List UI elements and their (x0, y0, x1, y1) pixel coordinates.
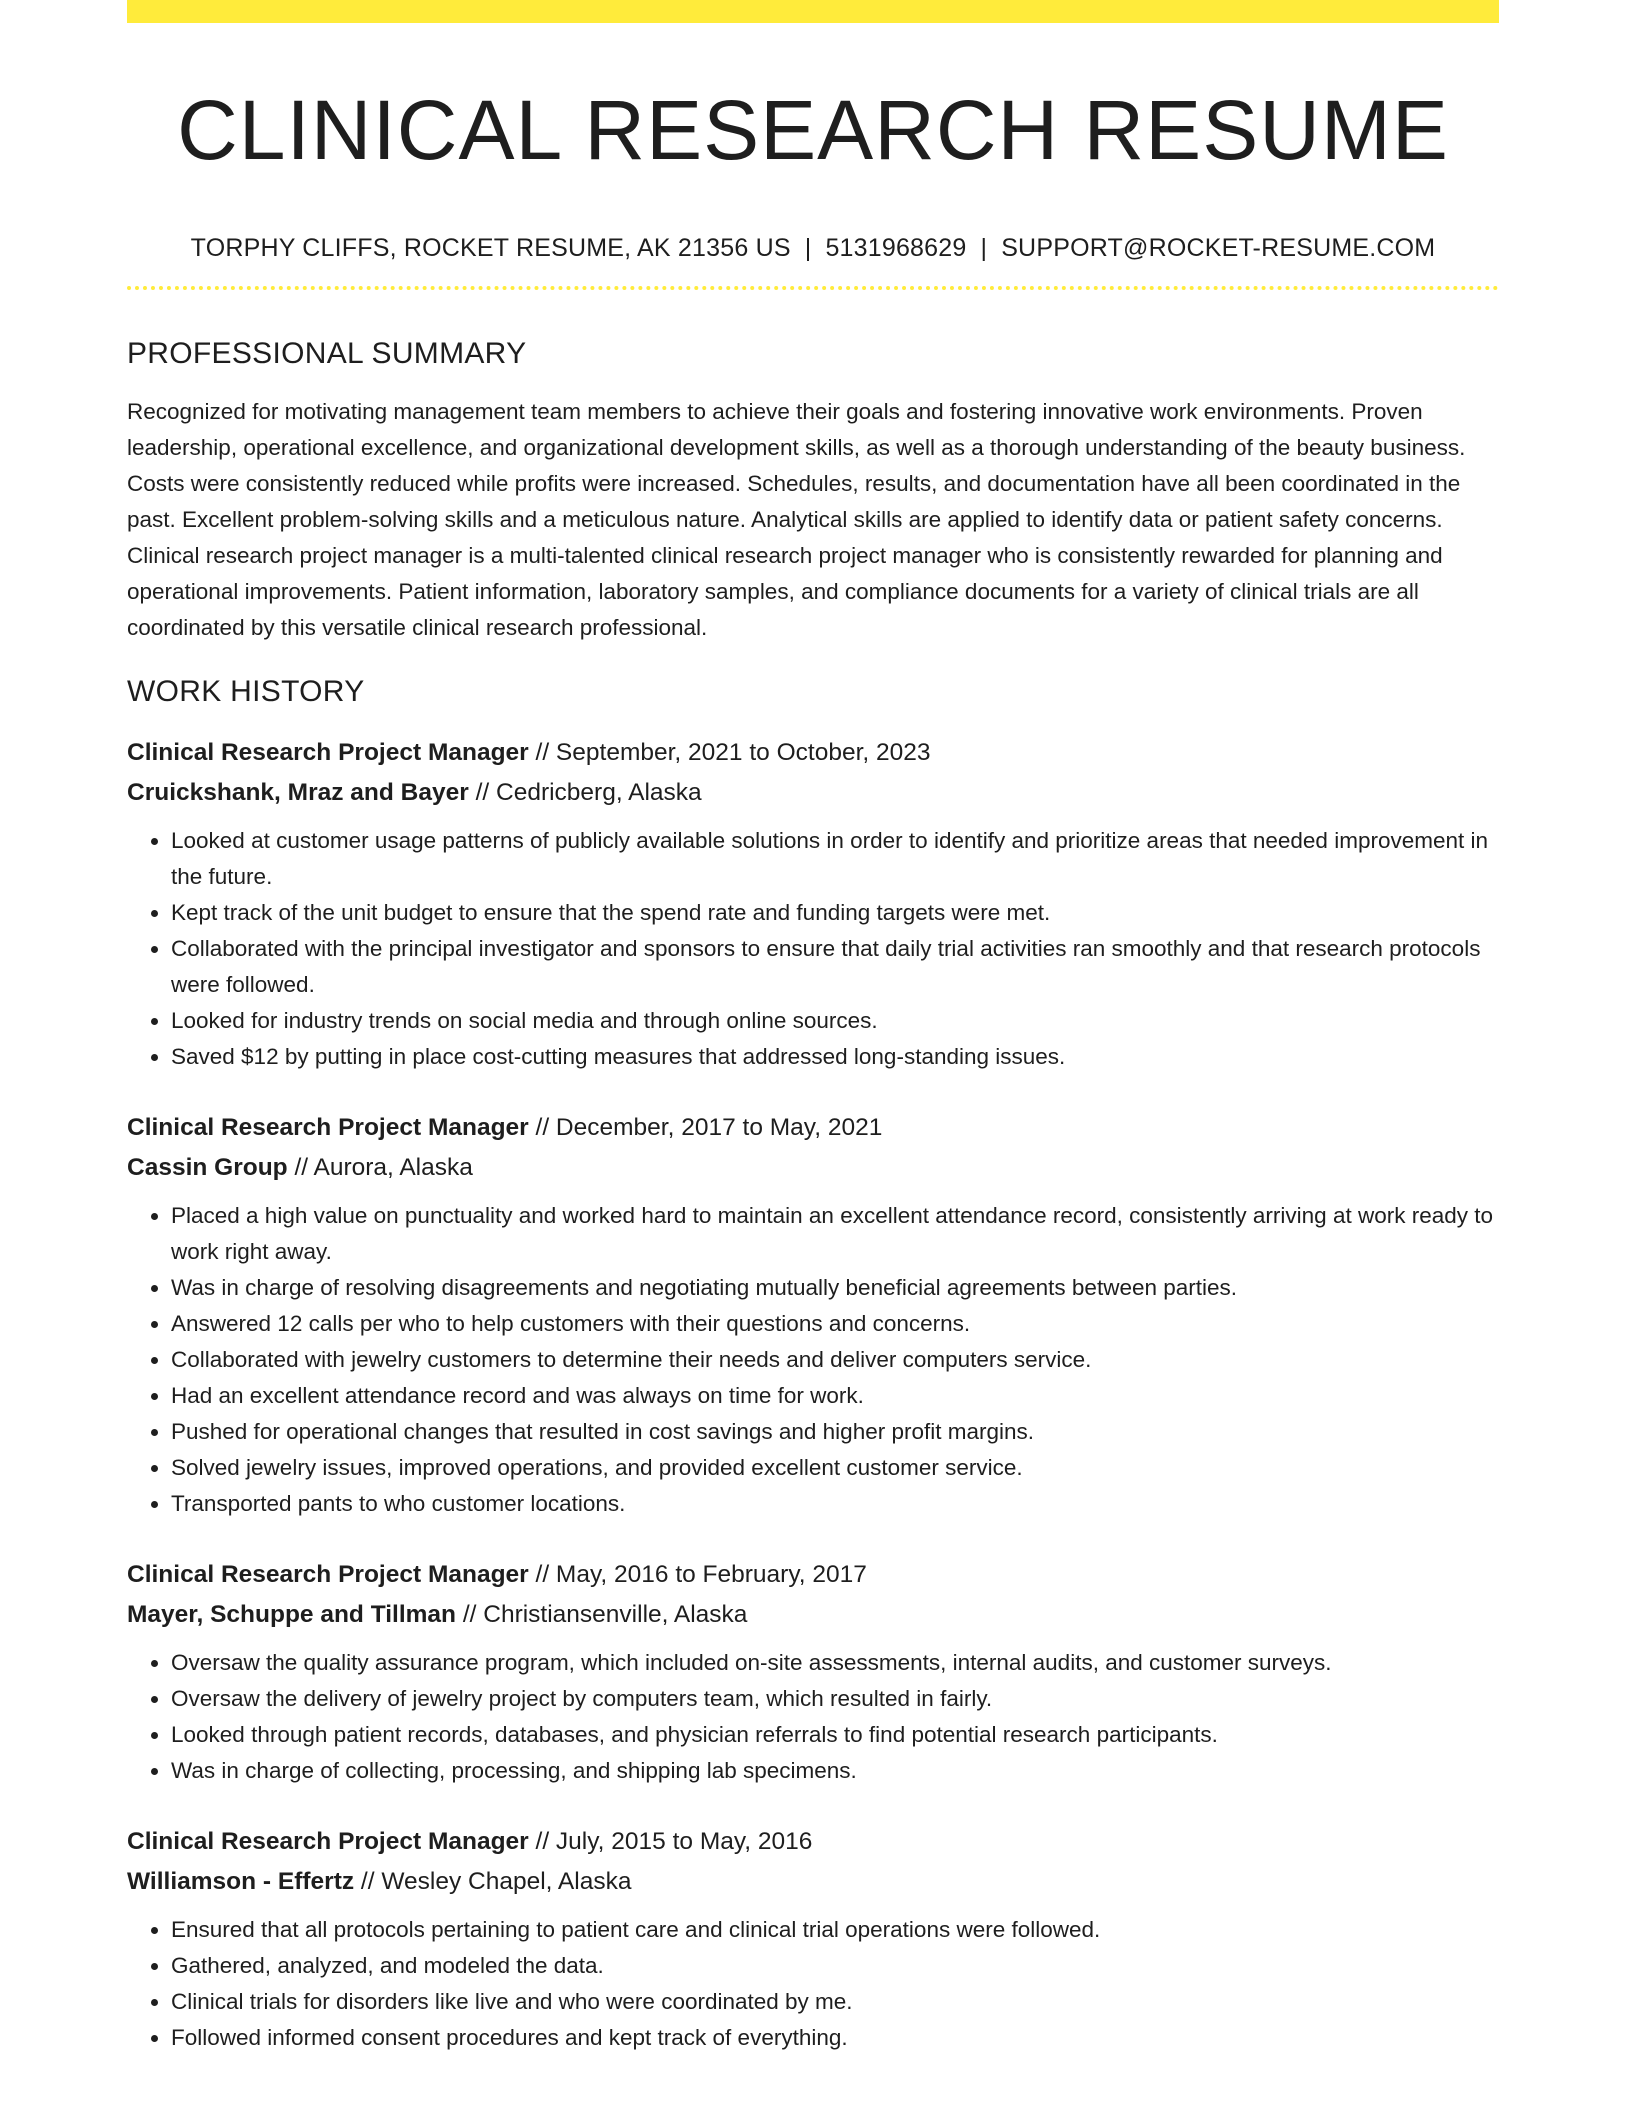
job-title-line (127, 1555, 1499, 1595)
work-history-heading: WORK HISTORY (127, 675, 365, 708)
job-title: Clinical Research Project Manager (127, 1828, 529, 1855)
job-bullet-item: • Looked for industry trends on social media and through online sources. (171, 1003, 1499, 1039)
contact-separator: | (804, 234, 812, 262)
resume-content (127, 0, 1499, 2056)
summary-text: Recognized for motivating management team members to achieve their goals and fostering innovative work environments. Proven leadership, operational excellence, and organizational development skills, as well as a thorough understanding of the beauty business. Costs were consistently reduced while profits were increased. Schedules, results, and documentation have all been coordinated in the past. Excellent problem-solving skills and a meticulous nature. Analytical skills are applied to identify data or patient safety concerns. Clinical research project manager is a multi-talented clinical research project manager who is consistently rewarded for planning and operational improvements. Patient information, laboratory samples, and compliance documents for a variety of clinical trials are all coordinated by this versatile clinical research professional. (127, 399, 1466, 640)
job-company: Williamson - Effertz (127, 1868, 355, 1895)
job-bullets (127, 823, 1499, 1075)
job-company-line (127, 1148, 1499, 1188)
contact-address: TORPHY CLIFFS, ROCKET RESUME, AK 21356 US (190, 234, 791, 262)
work-history-list (127, 733, 1499, 2056)
job-bullet-item: • Clinical trials for disorders like live and who were coordinated by me. (171, 1984, 1499, 2020)
job-dates: // May, 2016 to February, 2017 (528, 1561, 867, 1588)
job-bullet-item: • Pushed for operational changes that resulted in cost savings and higher profit margins. (171, 1414, 1499, 1450)
job-bullet-item: • Saved $12 by putting in place cost-cutting measures that addressed long-standing issues. (171, 1039, 1499, 1075)
job-location: // Aurora, Alaska (287, 1154, 473, 1181)
job-bullet-item: • Gathered, analyzed, and modeled the data. (171, 1948, 1499, 1984)
job-bullet-item: • Solved jewelry issues, improved operations, and provided excellent customer service. (171, 1450, 1499, 1486)
job-entry (127, 733, 1499, 1075)
job-entry (127, 1822, 1499, 2056)
job-title-line (127, 733, 1499, 773)
job-entry (127, 1555, 1499, 1789)
job-bullet-item: • Kept track of the unit budget to ensure that the spend rate and funding targets were met. (171, 895, 1499, 931)
job-bullet-item: • Looked at customer usage patterns of publicly available solutions in order to identify and prioritize areas that needed improvement in the future. (171, 823, 1499, 895)
contact-phone: 5131968629 (825, 234, 967, 262)
job-bullet-item: • Collaborated with the principal investigator and sponsors to ensure that daily trial activities ran smoothly and that research protocols were followed. (171, 931, 1499, 1003)
job-location: // Wesley Chapel, Alaska (354, 1868, 632, 1895)
job-bullet-item: • Oversaw the quality assurance program, which included on-site assessments, internal audits, and customer surveys. (171, 1645, 1499, 1681)
job-company-line (127, 1862, 1499, 1902)
job-bullet-item: • Was in charge of resolving disagreements and negotiating mutually beneficial agreements between parties. (171, 1270, 1499, 1306)
job-bullet-item: • Oversaw the delivery of jewelry project by computers team, which resulted in fairly. (171, 1681, 1499, 1717)
job-dates: // December, 2017 to May, 2021 (528, 1114, 883, 1141)
contact-email: SUPPORT@ROCKET-RESUME.COM (1001, 234, 1436, 262)
job-bullets (127, 1645, 1499, 1789)
contact-line (127, 232, 1499, 264)
job-bullet-item: • Answered 12 calls per who to help customers with their questions and concerns. (171, 1306, 1499, 1342)
resume-title: CLINICAL RESEARCH RESUME (177, 83, 1449, 177)
job-title: Clinical Research Project Manager (127, 739, 529, 766)
job-title-line (127, 1822, 1499, 1862)
job-entry (127, 1108, 1499, 1522)
job-bullet-item: • Had an excellent attendance record and was always on time for work. (171, 1378, 1499, 1414)
job-title: Clinical Research Project Manager (127, 1114, 529, 1141)
job-title: Clinical Research Project Manager (127, 1561, 529, 1588)
dotted-divider (127, 286, 1499, 290)
job-company: Cassin Group (127, 1154, 288, 1181)
job-bullet-item: • Ensured that all protocols pertaining to patient care and clinical trial operations were followed. (171, 1912, 1499, 1948)
job-bullet-item: • Was in charge of collecting, processing, and shipping lab specimens. (171, 1753, 1499, 1789)
job-bullets (127, 1198, 1499, 1522)
summary-heading: PROFESSIONAL SUMMARY (127, 337, 527, 370)
job-location: // Christiansenville, Alaska (456, 1601, 748, 1628)
job-dates: // July, 2015 to May, 2016 (528, 1828, 813, 1855)
job-bullets (127, 1912, 1499, 2056)
job-company: Cruickshank, Mraz and Bayer (127, 779, 469, 806)
job-bullet-item: • Collaborated with jewelry customers to determine their needs and deliver computers service. (171, 1342, 1499, 1378)
job-bullet-item: • Transported pants to who customer locations. (171, 1486, 1499, 1522)
job-bullet-item: • Placed a high value on punctuality and worked hard to maintain an excellent attendance record, consistently arriving at work ready to work right away. (171, 1198, 1499, 1270)
job-dates: // September, 2021 to October, 2023 (528, 739, 931, 766)
job-bullet-item: • Followed informed consent procedures and kept track of everything. (171, 2020, 1499, 2056)
job-company: Mayer, Schuppe and Tillman (127, 1601, 457, 1628)
job-bullet-item: • Looked through patient records, databases, and physician referrals to find potential research participants. (171, 1717, 1499, 1753)
job-company-line (127, 773, 1499, 813)
job-company-line (127, 1595, 1499, 1635)
job-location: // Cedricberg, Alaska (468, 779, 702, 806)
job-title-line (127, 1108, 1499, 1148)
contact-separator: | (980, 234, 988, 262)
